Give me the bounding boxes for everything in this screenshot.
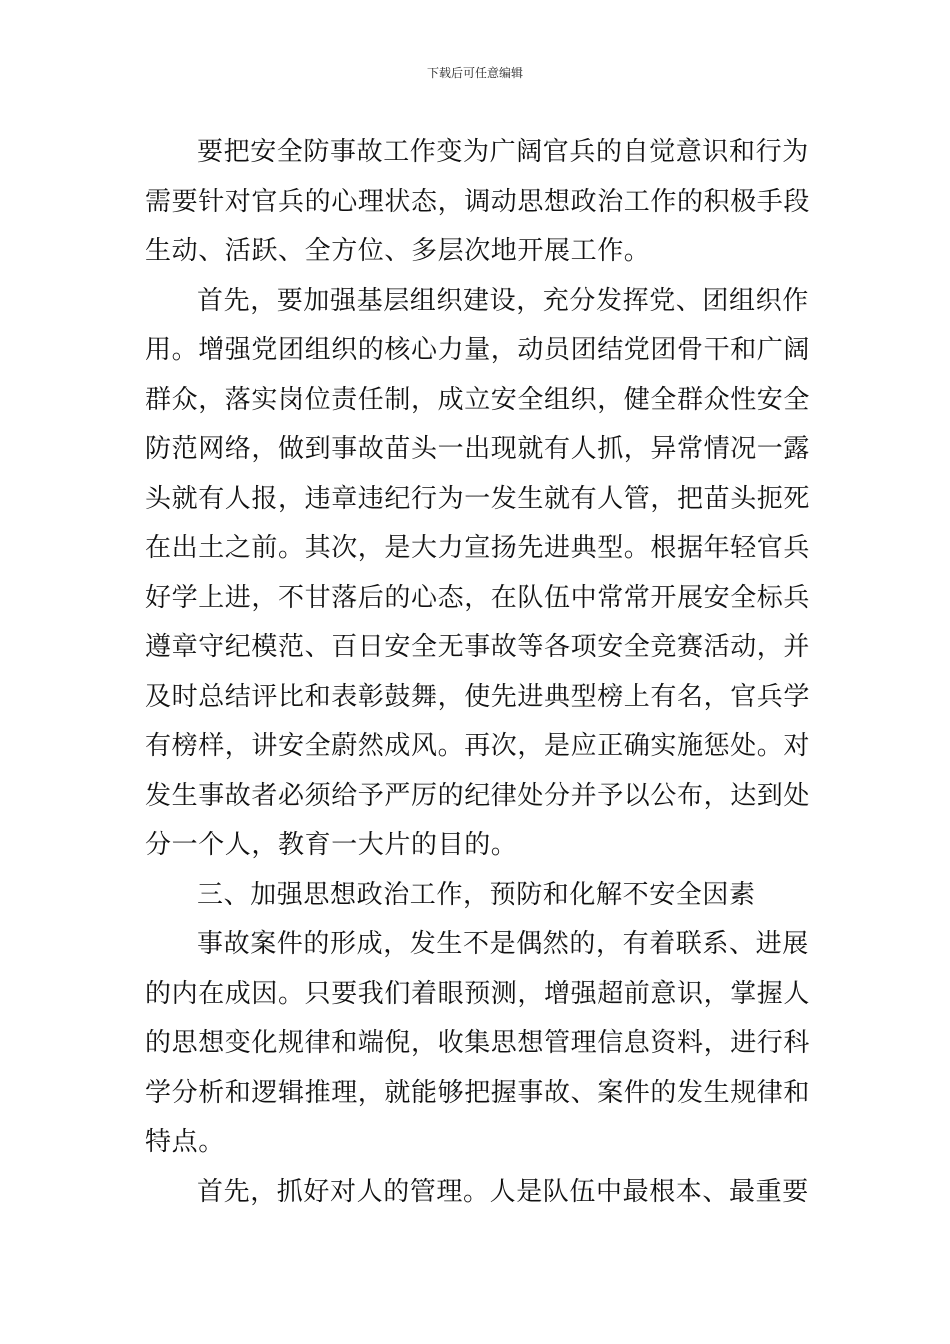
text-line: 有榜样，讲安全蔚然成风。再次，是应正确实施惩处。对 <box>145 731 811 761</box>
text-line: 需要针对官兵的心理状态，调动思想政治工作的积极手段 <box>145 186 811 217</box>
page-header: 下载后可任意编辑 <box>426 66 523 80</box>
text-line: 首先，要加强基层组织建设，充分发挥党、团组织作 <box>197 285 809 316</box>
text-line: 好学上进，不甘落后的心态，在队伍中常常开展安全标兵 <box>145 582 811 613</box>
text-line: 防范网络，做到事故苗头一出现就有人抓，异常情况一露 <box>145 434 811 464</box>
paragraph <box>145 920 815 1168</box>
text-line: 头就有人报，违章违纪行为一发生就有人管，把苗头扼死 <box>145 483 811 514</box>
text-line: 遵章守纪模范、百日安全无事故等各项安全竞赛活动，并 <box>145 632 811 662</box>
text-line: 分一个人，教育一大片的目的。 <box>145 830 518 860</box>
text-line: 学分析和逻辑推理，就能够把握事故、案件的发生规律和 <box>145 1077 811 1108</box>
paragraph <box>145 277 815 871</box>
text-line: 事故案件的形成，发生不是偶然的，有着联系、进展 <box>197 929 809 959</box>
paragraph <box>145 128 815 277</box>
text-line: 在出土之前。其次，是大力宣扬先进典型。根据年轻官兵 <box>145 533 811 563</box>
section-heading <box>145 871 815 921</box>
document-body <box>145 128 815 1217</box>
text-line: 的思想变化规律和端倪，收集思想管理信息资料，进行科 <box>145 1028 811 1058</box>
text-line: 发生事故者必须给予严厉的纪律处分并予以公布，达到处 <box>145 780 811 811</box>
paragraph <box>145 1168 815 1218</box>
text-line: 群众，落实岗位责任制，成立安全组织，健全群众性安全 <box>145 384 811 415</box>
text-line: 三、加强思想政治工作，预防和化解不安全因素 <box>197 879 756 910</box>
text-line: 生动、活跃、全方位、多层次地开展工作。 <box>145 236 651 266</box>
text-line: 特点。 <box>145 1127 225 1157</box>
text-line: 的内在成因。只要我们着眼预测，增强超前意识，掌握人 <box>145 978 811 1009</box>
text-line: 首先，抓好对人的管理。人是队伍中最根本、最重要 <box>197 1176 809 1207</box>
text-line: 及时总结评比和表彰鼓舞，使先进典型榜上有名，官兵学 <box>145 681 811 712</box>
text-line: 要把安全防事故工作变为广阔官兵的自觉意识和行为 <box>197 137 809 167</box>
text-line: 用。增强党团组织的核心力量，动员团结党团骨干和广阔 <box>145 335 811 365</box>
